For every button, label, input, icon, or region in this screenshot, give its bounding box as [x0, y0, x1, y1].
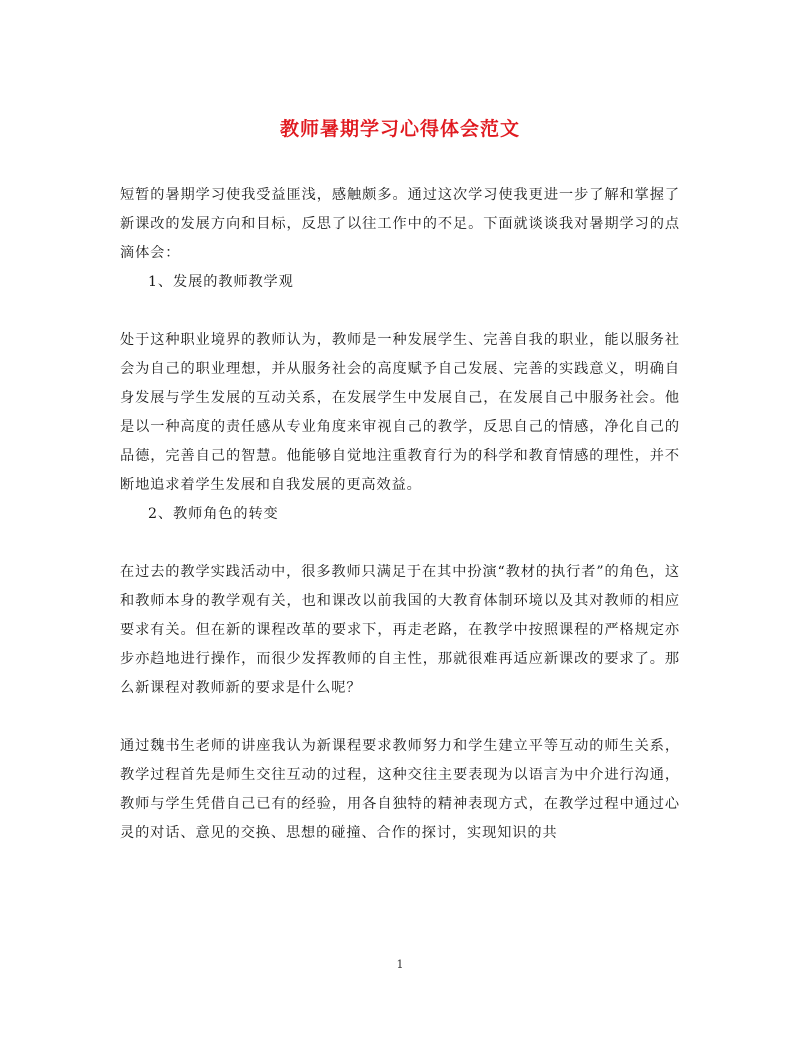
paragraph-section-3: 通过魏书生老师的讲座我认为新课程要求教师努力和学生建立平等互动的师生关系，教学过程首先是师生交往互动的过程，这种交往主要表现为以语言为中介进行沟通，教师与学生凭借自己已有的经验，用各自独特的精神表现方式，在教学过程中通过心灵的对话、意见的交换、思想的碰撞、合作的探讨，实现知识的共: [120, 738, 680, 841]
paragraph-spacer: [120, 529, 680, 558]
paragraph-spacer: [120, 703, 680, 732]
document-title: 教师暑期学习心得体会范文: [279, 118, 520, 140]
paragraph-section-1: 处于这种职业境界的教师认为，教师是一种发展学生、完善自我的职业，能以服务社会为自己的职业理想，并从服务社会的高度赋予自己发展、完善的实践意义，明确自身发展与学生发展的互动关系，在发展学生中发展自己，在发展自己中服务社会。他是以一种高度的责任感从专业角度来审视自己的教学，反思自己的情感，净化自己的品德，完善自己的智慧。他能够自觉地注重教育行为的科学和教育情感的理性，并不断地追求着学生发展和自我发展的更高效益。: [120, 332, 680, 493]
page-number: 1: [396, 958, 404, 971]
paragraph-intro: 短暂的暑期学习使我受益匪浅，感触颇多。通过这次学习使我更进一步了解和掌握了新课改的发展方向和目标，反思了以往工作中的不足。下面就谈谈我对暑期学习的点滴体会：: [120, 187, 680, 261]
paragraph-spacer: [120, 297, 680, 326]
document-body: [120, 181, 680, 848]
section-heading-1: 1、发展的教师教学观: [148, 274, 294, 290]
section-heading-2: 2、教师角色的转变: [148, 506, 279, 522]
paragraph-section-2: 在过去的教学实践活动中，很多教师只满足于在其中扮演“教材的执行者”的角色，这和教师本身的教学观有关，也和课改以前我国的大教育体制环境以及其对教师的相应要求有关。但在新的课程改革的要求下，再走老路，在教学中按照课程的严格规定亦步亦趋地进行操作，而很少发挥教师的自主性，那就很难再适应新课改的要求了。那么新课程对教师新的要求是什么呢？: [120, 564, 680, 696]
